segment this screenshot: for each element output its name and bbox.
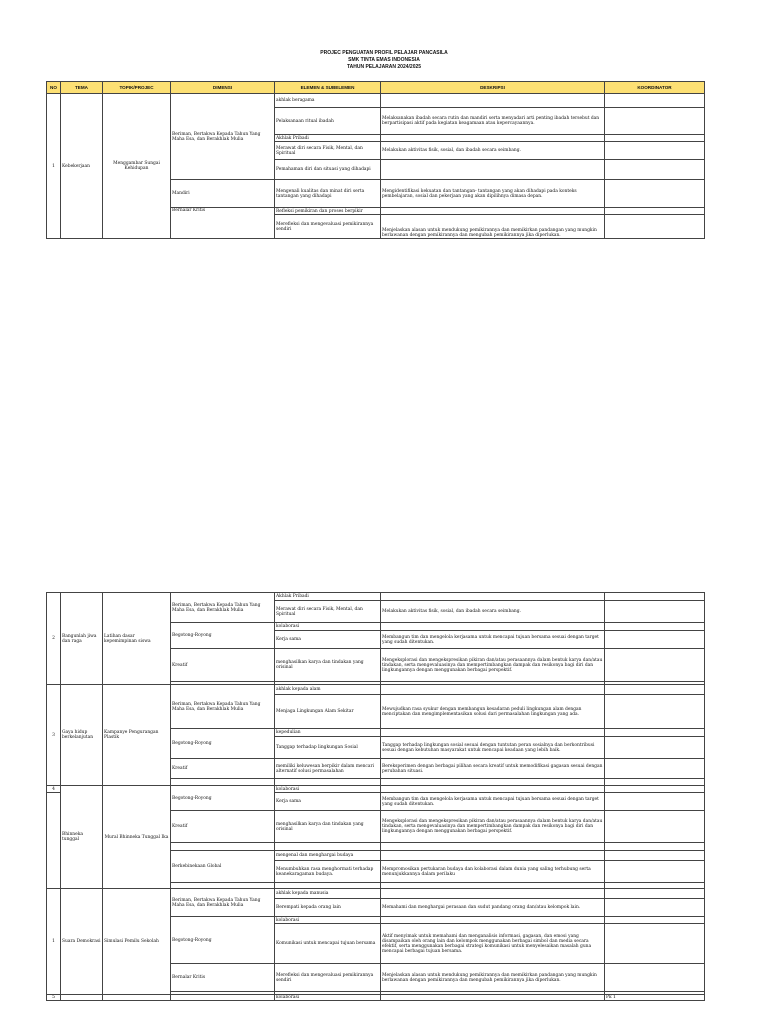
cell-dimensi: Begotong-Royong <box>171 917 275 964</box>
cell-koordinator <box>605 917 705 924</box>
cell-deskripsi <box>381 786 605 793</box>
cell-elemen: Akhlak Pribadi <box>275 593 381 601</box>
cell-koordinator <box>605 861 705 883</box>
cell-deskripsi <box>381 94 605 108</box>
cell-koordinator <box>605 843 705 851</box>
cell-dimensi: Beriman, Bertakwa Kepada Tahun Yang Maha Esa, dan Berakhlak Mulia <box>171 685 275 729</box>
cell-elemen: Pemahaman diri dan situasi yang dihadapi <box>275 160 381 180</box>
cell-koordinator <box>605 851 705 861</box>
cell-deskripsi: Melakukan aktivitas fisik, sosial, dan ibadah secara seimbang. <box>381 601 605 623</box>
cell-deskripsi: Aktif menyimak untuk memahami dan menganalisis informasi, gagasan, dan emosi yang disampaikan oleh orang lain dan kelompok menggunakan berbagai simbol dan media secara efektif, serta menggunakan berbagai strategi komunikasi untuk menyelesaikan masalah guna mencapai berbagai tujuan bersama. <box>381 924 605 964</box>
cell-deskripsi <box>381 843 605 851</box>
table-row <box>47 94 705 108</box>
cell-elemen: Pelaksanaan ritual ibadah <box>275 108 381 135</box>
cell-deskripsi <box>381 851 605 861</box>
cell-tema: Bhinneka tunggal <box>61 786 103 889</box>
header-no: NO <box>47 82 61 94</box>
cell-deskripsi: Bereksperimen dengan berbagai pilihan secara kreatif untuk memodifikasi gagasan sesuai dengan perubahan situasi. <box>381 759 605 779</box>
cell-tema <box>61 995 103 1001</box>
cell-koordinator <box>605 623 705 631</box>
cell-deskripsi: Mempromosikan pertukaran budaya dan kolaborasi dalam dunia yang saling terhubung serta menunjukkannya dalam perilaku <box>381 861 605 883</box>
title-line-1: PROJEC PENGUATAN PROFIL PELAJAR PANCASILA <box>320 50 448 56</box>
cell-koordinator <box>605 899 705 917</box>
table-row <box>47 685 705 695</box>
cell-dimensi: Mandiri <box>171 180 275 208</box>
cell-koordinator <box>605 142 705 160</box>
cell-deskripsi: Mengeksplorasi dan mengekspresikan pikiran dan/atau perasaannya dalam bentuk karya dan/atau tindakan, serta mengevaluasinya dan mempertimbangkan dampak dan resikonya bagi diri dan lingkungannya dengan menggunakan berbagai perspektif. <box>381 649 605 682</box>
header-topik: TOPIK/PROJEC <box>103 82 171 94</box>
cell-deskripsi <box>381 995 605 1001</box>
cell-koordinator <box>605 889 705 899</box>
cell-deskripsi: Tanggap terhadap lingkungan sosial sesuai dengan tuntutan peran sosialnya dan berkontribusi sesuai dengan kebutuhan masyarakat untuk mencapai keadaan yang lebih baik. <box>381 737 605 759</box>
cell-topik: Menggambar Sungai Kehidupan <box>103 94 171 239</box>
cell-dimensi <box>171 843 275 851</box>
table-row <box>47 995 705 1001</box>
cell-elemen: Merawat diri secara Fisik, Mental, dan Spiritual <box>275 142 381 160</box>
cell-koordinator <box>605 695 705 729</box>
cell-elemen: Kerja sama <box>275 793 381 811</box>
cell-topik: Kampanye Pengurangan Plastik <box>103 685 171 786</box>
cell-elemen <box>275 779 381 786</box>
cell-koordinator <box>605 94 705 108</box>
cell-koordinator <box>605 649 705 682</box>
cell-topik: Mural Bhinneka Tunggal Ika <box>103 786 171 889</box>
header-dimensi: DIMENSI <box>171 82 275 94</box>
cell-elemen: akhlak kepada manusia <box>275 889 381 899</box>
cell-deskripsi: Menjelaskan alasan untuk mendukung pemikirannya dan memikirkan pandangan yang mungkin berlawanan dengan pemikirannya dan mengubah pemikirannya jika diperlukan. <box>381 964 605 992</box>
cell-elemen: Komunikasi untuk mencapai tujuan bersama <box>275 924 381 964</box>
cell-deskripsi: Menjelaskan alasan untuk mendukung pemikirannya dan memikirkan pandangan yang mungkin berlawanan dengan pemikirannya dan mengubah pemikirannya jika diperlukan. <box>381 215 605 239</box>
cell-deskripsi: Membangun tim dan mengelola kerjasama untuk mencapai tujuan bersama sesuai dengan target yang sudah ditentukan. <box>381 793 605 811</box>
cell-elemen: kolaborasi <box>275 917 381 924</box>
cell-koordinator <box>605 759 705 779</box>
cell-koordinator <box>605 215 705 239</box>
cell-koordinator <box>605 108 705 135</box>
cell-deskripsi <box>381 917 605 924</box>
header-deskripsi: DESKRIPSI <box>381 82 605 94</box>
cell-deskripsi <box>381 729 605 737</box>
cell-no-blank <box>47 793 61 889</box>
cell-elemen: kepedulian <box>275 729 381 737</box>
cell-deskripsi <box>381 623 605 631</box>
cell-deskripsi: Memahami dan menghargai perasaan dan sudut pandang orang dan/atau kelompok lain. <box>381 899 605 917</box>
cell-koordinator <box>605 729 705 737</box>
cell-tema: Suara Demokrasi <box>61 889 103 995</box>
cell-dimensi <box>171 779 275 786</box>
cell-koordinator <box>605 180 705 208</box>
cell-dimensi <box>171 995 275 1001</box>
cell-elemen: Merawat diri secara Fisik, Mental, dan Spiritual <box>275 601 381 623</box>
cell-tema: Gaya hidup berkelanjutan <box>61 685 103 786</box>
cell-deskripsi: Mewujudkan rasa syukur dengan membangun kesadaran peduli lingkungan alam dengan menciptakan dan mengimplementasikan solusi dari permasalahan lingkungan yang ada. <box>381 695 605 729</box>
cell-elemen: Berempati kepada orang lain <box>275 899 381 917</box>
cell-dimensi: Kreatif <box>171 811 275 843</box>
header-tema: TEMA <box>61 82 103 94</box>
cell-deskripsi <box>381 208 605 215</box>
cell-elemen: kolaborasi <box>275 786 381 793</box>
cell-deskripsi: Melaksanakan ibadah secara rutin dan mandiri serta menyadari arti penting ibadah tersebut dan berpartisipasi aktif pada kegiatan keagamaan atau kepercayaannya. <box>381 108 605 135</box>
cell-koordinator <box>605 924 705 964</box>
cell-koordinator <box>605 685 705 695</box>
cell-koordinator <box>605 964 705 992</box>
cell-deskripsi <box>381 685 605 695</box>
cell-elemen: mengenal dan menghargai budaya <box>275 851 381 861</box>
cell-deskripsi <box>381 889 605 899</box>
cell-elemen: Akhlak Pribadi <box>275 135 381 142</box>
cell-elemen: kolaborasi <box>275 995 381 1001</box>
cell-elemen: Merefleksi dan mengevaluasi pemikirannya sendiri <box>275 215 381 239</box>
header-koordinator: KOORDINATOR <box>605 82 705 94</box>
cell-koordinator <box>605 593 705 601</box>
table-header-row <box>47 82 705 94</box>
cell-elemen: Menumbuhkan rasa menghormati terhadap keanekaragaman budaya. <box>275 861 381 883</box>
cell-tema: Kebekerjaan <box>61 94 103 239</box>
cell-dimensi: Begotong-Royong <box>171 623 275 649</box>
table-project-2 <box>46 592 705 1001</box>
cell-dimensi: Berkebinekaan Global <box>171 851 275 883</box>
cell-deskripsi <box>381 160 605 180</box>
cell-koordinator <box>605 811 705 843</box>
cell-dimensi: Begotong-Royong <box>171 786 275 811</box>
cell-koordinator <box>605 601 705 623</box>
cell-deskripsi <box>381 593 605 601</box>
cell-dimensi: Begotong-Royong <box>171 729 275 759</box>
cell-elemen <box>275 843 381 851</box>
table-project-1 <box>46 81 705 239</box>
table-row <box>47 786 705 793</box>
cell-elemen: Tanggap terhadap lingkungan Sosial <box>275 737 381 759</box>
cell-koordinator <box>605 631 705 649</box>
cell-dimensi: Kreatif <box>171 649 275 682</box>
cell-dimensi: Bernalar Kritis <box>171 964 275 992</box>
cell-no: 5 <box>47 995 61 1001</box>
cell-elemen: Merefleksi dan mengevaluasi pemikirannya sendiri <box>275 964 381 992</box>
cell-koordinator <box>605 135 705 142</box>
cell-no: 3 <box>47 685 61 786</box>
cell-tema: Bangunlah jiwa dan raga <box>61 593 103 685</box>
cell-elemen: Kerja sama <box>275 631 381 649</box>
header-elemen: ELEMEN & SUBELEMEN <box>275 82 381 94</box>
cell-koordinator <box>605 779 705 786</box>
cell-no: 2 <box>47 593 61 685</box>
cell-koordinator <box>605 793 705 811</box>
cell-deskripsi: Mengidentifikasi kekuatan dan tantangan- tantangan yang akan dihadapi pada konteks pembelajaran, sosial dan pekerjaan yang akan dipilihnya dimasa depan. <box>381 180 605 208</box>
cell-elemen: menghasilkan karya dan tindakan yang orisinal <box>275 649 381 682</box>
cell-no: 4 <box>47 786 61 793</box>
cell-koordinator: Pk 1 <box>605 995 705 1001</box>
cell-topik: Simulasi Pemilu Sekolah <box>103 889 171 995</box>
cell-deskripsi: Membangun tim dan mengelola kerjasama untuk mencapai tujuan bersama sesuai dengan target yang sudah ditentukan. <box>381 631 605 649</box>
cell-elemen: kolaborasi <box>275 623 381 631</box>
cell-koordinator <box>605 208 705 215</box>
cell-koordinator <box>605 786 705 793</box>
cell-deskripsi: Mengeksplorasi dan mengekspresikan pikiran dan/atau perasaannya dalam bentuk karya dan/atau tindakan, serta mengevaluasinya dan mempertimbangkan dampak dan resikonya bagi diri dan lingkungannya dengan menggunakan berbagai perspektif. <box>381 811 605 843</box>
cell-elemen: Menjaga Lingkungan Alam Sekitar <box>275 695 381 729</box>
cell-koordinator <box>605 160 705 180</box>
title-line-2: SMK TINTA EMAS INDONESIA <box>348 57 420 63</box>
cell-koordinator <box>605 737 705 759</box>
cell-deskripsi: Melakukan aktivitas fisik, sosial, dan ibadah secara seimbang. <box>381 142 605 160</box>
cell-deskripsi <box>381 779 605 786</box>
cell-dimensi: Beriman, Bertakwa Kepada Tahun Yang Maha Esa, dan Berakhlak Mulia <box>171 889 275 917</box>
table-row <box>47 593 705 601</box>
cell-elemen: Mengenali kualitas dan minat diri serta tantangan yang dihadapi <box>275 180 381 208</box>
cell-elemen: memiliki keluwesan berpikir dalam mencari alternatif solusi permasalahan <box>275 759 381 779</box>
cell-deskripsi <box>381 135 605 142</box>
cell-no: 1 <box>47 94 61 239</box>
title-line-3: TAHUN PELAJARAN 2024/2025 <box>346 64 422 70</box>
cell-dimensi: Beriman, Bertakwa Kepada Tahun Yang Maha Esa, dan Berakhlak Mulia <box>171 94 275 180</box>
cell-dimensi: Beriman, Bertakwa Kepada Tahun Yang Maha Esa, dan Berakhlak Mulia <box>171 593 275 623</box>
cell-topik: Latihan dasar kepemimpinan siswa <box>103 593 171 685</box>
cell-elemen: Refleksi pemikiran dan proses berpikir <box>275 208 381 215</box>
cell-topik <box>103 995 171 1001</box>
cell-elemen: akhlak beragama <box>275 94 381 108</box>
cell-elemen: akhlak kepada alam <box>275 685 381 695</box>
cell-no: 1 <box>47 889 61 995</box>
table-row <box>47 889 705 899</box>
cell-dimensi: Bernalar Kritis <box>171 208 275 239</box>
cell-dimensi: Kreatif <box>171 759 275 779</box>
cell-elemen: menghasilkan karya dan tindakan yang orisinal <box>275 811 381 843</box>
